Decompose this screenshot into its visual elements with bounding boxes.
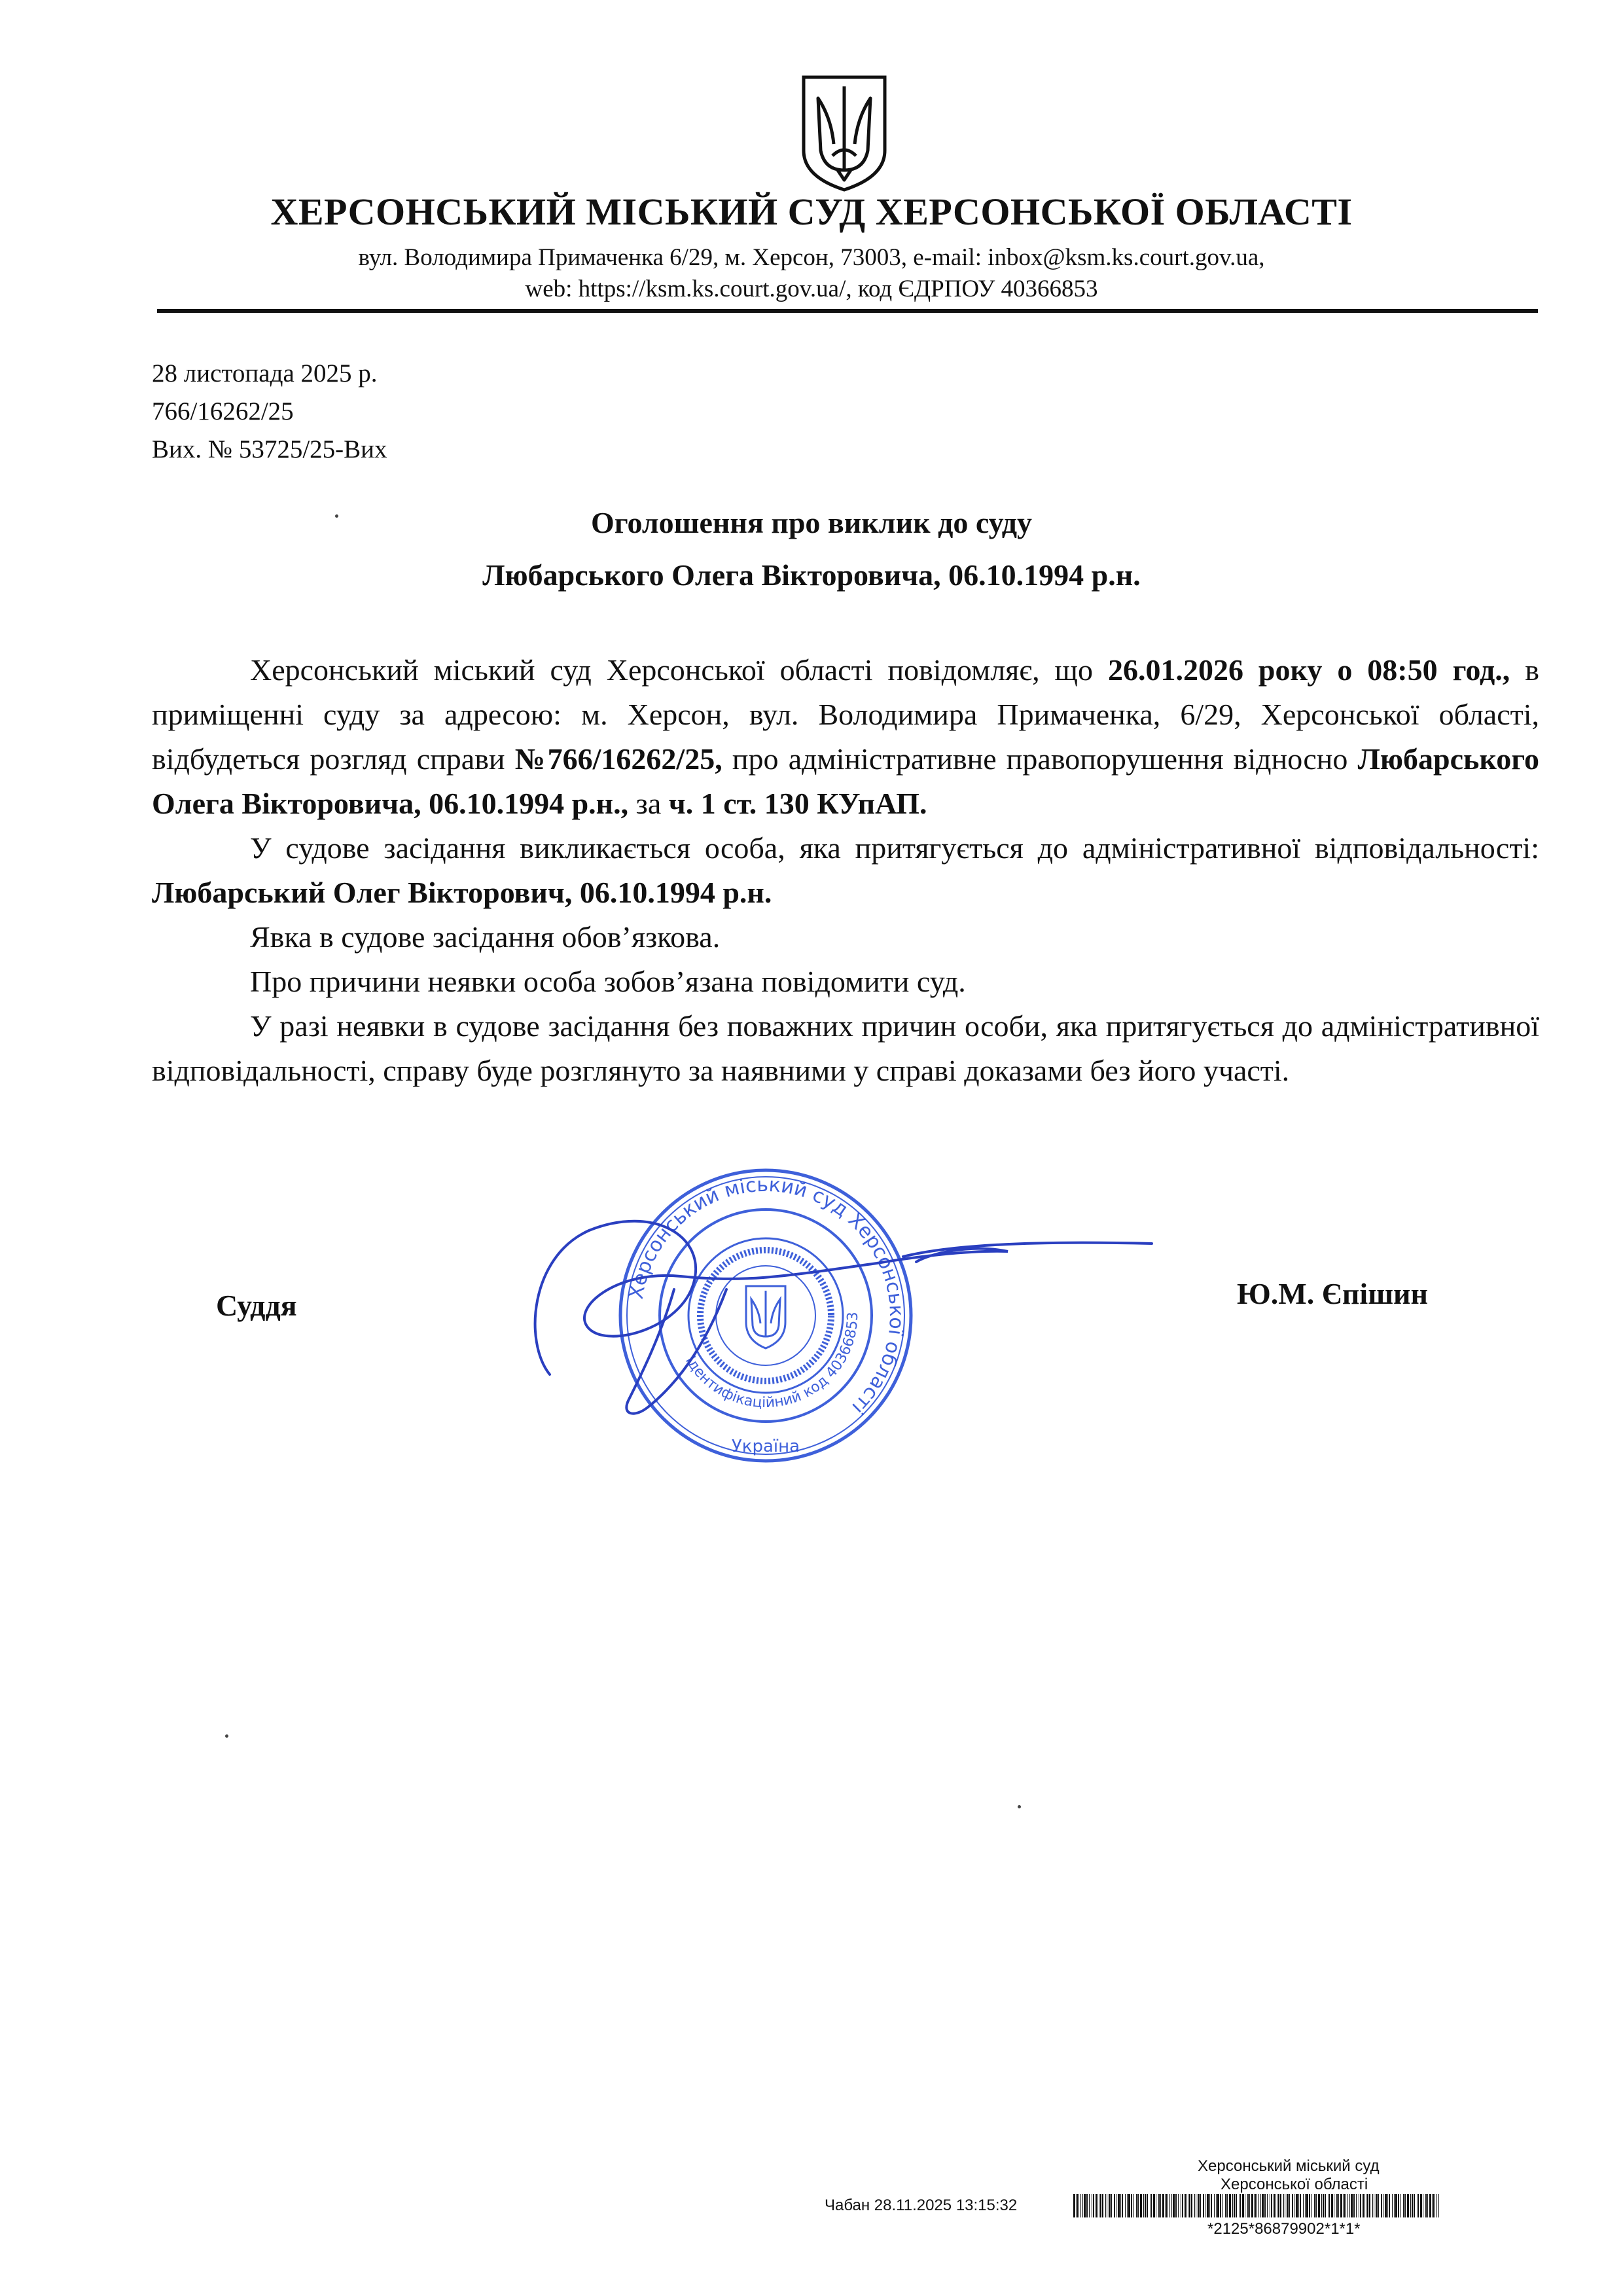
barcode-bar <box>1214 2194 1215 2217</box>
barcode-bar <box>1226 2194 1228 2217</box>
barcode-bar <box>1305 2194 1306 2217</box>
barcode-bar <box>1122 2194 1123 2217</box>
barcode-bar <box>1356 2194 1357 2217</box>
barcode-bar <box>1118 2194 1120 2217</box>
notice-title: Оголошення про виклик до суду <box>590 506 1033 539</box>
barcode-bar <box>1166 2194 1168 2217</box>
barcode-bar <box>1280 2194 1281 2217</box>
barcode-bar <box>1372 2194 1373 2217</box>
court-address-line: вул. Володимира Примаченка 6/29, м. Херсон, 73003, e-mail: inbox@ksm.ks.court.gov.ua, <box>358 244 1265 271</box>
trident-emblem-icon <box>798 72 890 193</box>
barcode-bar <box>1145 2194 1146 2217</box>
barcode-bar <box>1143 2194 1144 2217</box>
barcode-bar <box>1395 2194 1397 2217</box>
barcode-bar <box>1296 2194 1298 2217</box>
barcode-bar <box>1147 2194 1148 2217</box>
barcode-bar <box>1287 2194 1289 2217</box>
barcode-bar <box>1360 2194 1361 2217</box>
barcode-bar <box>1162 2194 1164 2217</box>
notice-subject: Любарського Олега Вікторовича, 06.10.1994 р.н. <box>482 558 1141 592</box>
barcode-bar <box>1189 2194 1190 2217</box>
barcode-bar <box>1410 2194 1411 2217</box>
barcode-bar <box>1128 2194 1130 2217</box>
barcode-bar <box>1438 2194 1439 2217</box>
barcode-bar <box>1309 2194 1310 2217</box>
barcode-bar <box>1331 2194 1333 2217</box>
barcode-bar <box>1429 2194 1431 2217</box>
barcode-bar <box>1198 2194 1200 2217</box>
barcode-bar <box>1178 2194 1179 2217</box>
header-divider <box>157 309 1538 313</box>
body-paragraph-attendance: Явка в судове засідання обов’язкова. <box>250 920 721 954</box>
barcode-bar <box>1200 2194 1201 2217</box>
barcode-bar <box>1427 2194 1428 2217</box>
case-ref: №766/16262/25, <box>514 742 722 776</box>
barcode-bar <box>1239 2194 1240 2217</box>
barcode-bar <box>1225 2194 1226 2217</box>
barcode-bar <box>1111 2194 1112 2217</box>
barcode-bar <box>1407 2194 1409 2217</box>
barcode-bar <box>1175 2194 1177 2217</box>
svg-text:Ідентифікаційний код 40366853: Ідентифікаційний код 40366853 <box>682 1312 862 1412</box>
barcode-bar <box>1414 2194 1415 2217</box>
barcode-bar <box>1283 2194 1284 2217</box>
court-web-line: web: https://ksm.ks.court.gov.ua/, код ЄДРПОУ 40366853 <box>525 276 1098 302</box>
barcode-bar <box>1096 2194 1097 2217</box>
barcode-bar <box>1315 2194 1317 2217</box>
barcode-bar <box>1389 2194 1390 2217</box>
barcode-bar <box>1417 2194 1418 2217</box>
barcode-bar <box>1220 2194 1221 2217</box>
barcode-bar <box>1298 2194 1299 2217</box>
barcode-bar <box>1207 2194 1209 2217</box>
judge-label: Суддя <box>216 1289 297 1322</box>
barcode-bar <box>1073 2194 1075 2217</box>
document-date: 28 листопада 2025 р. <box>152 359 378 387</box>
barcode-bar <box>1344 2194 1346 2217</box>
barcode-bar <box>1125 2194 1126 2217</box>
barcode-bar <box>1376 2194 1378 2217</box>
barcode-bar <box>1300 2194 1301 2217</box>
barcode-bar <box>1392 2194 1393 2217</box>
barcode-bar <box>1425 2194 1427 2217</box>
barcode-bar <box>1400 2194 1401 2217</box>
barcode-bar <box>1328 2194 1329 2217</box>
summoned-person: Любарський Олег Вікторович, 06.10.1994 р.н. <box>152 876 772 909</box>
barcode-bar <box>1120 2194 1121 2217</box>
barcode-bar <box>1234 2194 1235 2217</box>
barcode-bar <box>1131 2194 1132 2217</box>
barcode-bar <box>1077 2194 1079 2217</box>
barcode-bar <box>1136 2194 1137 2217</box>
barcode-bar <box>1255 2194 1257 2217</box>
barcode-bar <box>1343 2194 1344 2217</box>
barcode-bar <box>1260 2194 1261 2217</box>
barcode-bar <box>1325 2194 1326 2217</box>
svg-text:Україна: Україна <box>731 1437 800 1456</box>
barcode-bar <box>1209 2194 1210 2217</box>
barcode-bar <box>1385 2194 1387 2217</box>
barcode-bar <box>1433 2194 1435 2217</box>
barcode-bar <box>1249 2194 1250 2217</box>
barcode-bar <box>1076 2194 1077 2217</box>
barcode-bar <box>1232 2194 1233 2217</box>
barcode-bar <box>1082 2194 1083 2217</box>
barcode-bar <box>1303 2194 1304 2217</box>
barcode-bar <box>1127 2194 1128 2217</box>
barcode-bar <box>1251 2194 1253 2217</box>
barcode-bar <box>1217 2194 1219 2217</box>
barcode-bar <box>1102 2194 1103 2217</box>
handwritten-signature <box>510 1178 1165 1453</box>
barcode-bar <box>1367 2194 1368 2217</box>
barcode-bar <box>1240 2194 1241 2217</box>
barcode-bar <box>1114 2194 1115 2217</box>
barcode-bar <box>1089 2194 1090 2217</box>
barcode-bar <box>1274 2194 1275 2217</box>
barcode-bar <box>1306 2194 1308 2217</box>
barcode-bar <box>1338 2194 1339 2217</box>
barcode-bar <box>1093 2194 1094 2217</box>
barcode-bar <box>1336 2194 1338 2217</box>
barcode-bar <box>1169 2194 1170 2217</box>
barcode-icon <box>1073 2194 1440 2217</box>
body-paragraph-absence-notice: Про причини неявки особа зобов’язана повідомити суд. <box>250 965 966 998</box>
barcode-bar <box>1105 2194 1106 2217</box>
barcode-bar <box>1381 2194 1382 2217</box>
barcode-bar <box>1271 2194 1272 2217</box>
notice-body <box>152 648 1539 1093</box>
barcode-bar <box>1191 2194 1192 2217</box>
barcode-bar <box>1340 2194 1342 2217</box>
barcode-bar <box>1158 2194 1160 2217</box>
barcode-bar <box>1289 2194 1290 2217</box>
barcode-bar <box>1211 2194 1212 2217</box>
barcode-bar <box>1185 2194 1186 2217</box>
barcode-bar <box>1369 2194 1370 2217</box>
barcode-bar <box>1109 2194 1111 2217</box>
barcode-bar <box>1137 2194 1139 2217</box>
barcode-bar <box>1173 2194 1175 2217</box>
barcode-bar <box>1153 2194 1155 2217</box>
barcode-bar <box>1349 2194 1350 2217</box>
barcode-bar <box>1080 2194 1081 2217</box>
footer-timestamp: Чабан 28.11.2025 13:15:32 <box>825 2197 1018 2214</box>
barcode-bar <box>1278 2194 1279 2217</box>
barcode-bar <box>1387 2194 1388 2217</box>
barcode-bar <box>1412 2194 1413 2217</box>
barcode-bar <box>1353 2194 1355 2217</box>
barcode-bar <box>1351 2194 1353 2217</box>
barcode-bar <box>1203 2194 1204 2217</box>
person-name: Любарського Олега Вікторовича, 06.10.1994 р.н., <box>152 742 1539 820</box>
barcode-bar <box>1404 2194 1406 2217</box>
barcode-bar <box>1436 2194 1437 2217</box>
barcode-bar <box>1318 2194 1320 2217</box>
barcode-bar <box>1258 2194 1259 2217</box>
barcode-bar <box>1420 2194 1422 2217</box>
barcode-bar <box>1329 2194 1330 2217</box>
barcode-bar <box>1171 2194 1172 2217</box>
barcode-code: *2125*86879902*1*1* <box>1207 2220 1361 2238</box>
barcode-bar <box>1151 2194 1152 2217</box>
svg-text:Херсонський міський суд Херсон: Херсонський міський суд Херсонської області <box>624 1173 908 1419</box>
court-name-heading: ХЕРСОНСЬКИЙ МІСЬКИЙ СУД ХЕРСОНСЬКОЇ ОБЛАСТІ <box>270 190 1353 233</box>
footer-court-region: Херсонської області <box>1221 2176 1368 2193</box>
judge-name: Ю.М. Єпішин <box>1237 1277 1429 1310</box>
hearing-datetime: 26.01.2026 року о 08:50 год., <box>1107 653 1510 687</box>
barcode-bar <box>1084 2194 1086 2217</box>
barcode-bar <box>1229 2194 1231 2217</box>
body-paragraph-consequence: У разі неявки в судове засідання без поважних причин особи, яка притягується до адміністративної відповідальності, справу буде розглянуто за наявними у справі доказами без його участі. <box>152 1009 1539 1087</box>
barcode-bar <box>1100 2194 1101 2217</box>
barcode-bar <box>1242 2194 1244 2217</box>
barcode-bar <box>1165 2194 1166 2217</box>
barcode-bar <box>1347 2194 1348 2217</box>
barcode-bar <box>1321 2194 1322 2217</box>
case-number: 766/16262/25 <box>152 397 294 425</box>
barcode-bar <box>1314 2194 1315 2217</box>
barcode-bar <box>1292 2194 1293 2217</box>
barcode-bar <box>1140 2194 1142 2217</box>
barcode-bar <box>1247 2194 1249 2217</box>
barcode-bar <box>1182 2194 1183 2217</box>
barcode-bar <box>1194 2194 1195 2217</box>
body-paragraph-summons: У судове засідання викликається особа, яка притягується до адміністративної відповідальності: Любарський Олег Вікторович, 06.10.1994 р.н. <box>152 831 1539 909</box>
barcode-bar <box>1394 2194 1395 2217</box>
footer-court-name: Херсонський міський суд <box>1198 2157 1380 2175</box>
barcode-bar <box>1432 2194 1433 2217</box>
barcode-bar <box>1267 2194 1268 2217</box>
article-ref: ч. 1 ст. 130 КУпАП. <box>668 787 927 820</box>
barcode-bar <box>1086 2194 1088 2217</box>
barcode-bar <box>1378 2194 1379 2217</box>
barcode-bar <box>1254 2194 1255 2217</box>
barcode-bar <box>1160 2194 1161 2217</box>
barcode-bar <box>1262 2194 1264 2217</box>
barcode-bar <box>1264 2194 1266 2217</box>
barcode-bar <box>1398 2194 1399 2217</box>
barcode-bar <box>1311 2194 1312 2217</box>
body-paragraph-hearing: Херсонський міський суд Херсонської області повідомляє, що 26.01.2026 року о 08:50 год., в приміщенні суду за адресою: м. Херсон, вул. Володимира Примаченка, 6/29, Херсонської області, відбудеться розгляд справи №766/16262/25, про адміністративне правопорушення відносно Любарського Олега Вікторовича, 06.10.1994 р.н., за ч. 1 ст. 130 КУпАП. <box>152 653 1539 820</box>
barcode-bar <box>1418 2194 1419 2217</box>
barcode-bar <box>1403 2194 1404 2217</box>
barcode-bar <box>1363 2194 1364 2217</box>
barcode-bar <box>1323 2194 1324 2217</box>
barcode-bar <box>1236 2194 1237 2217</box>
barcode-bar <box>1133 2194 1134 2217</box>
barcode-bar <box>1216 2194 1217 2217</box>
barcode-bar <box>1222 2194 1223 2217</box>
outgoing-number: Вих. № 53725/25-Вих <box>152 435 387 463</box>
